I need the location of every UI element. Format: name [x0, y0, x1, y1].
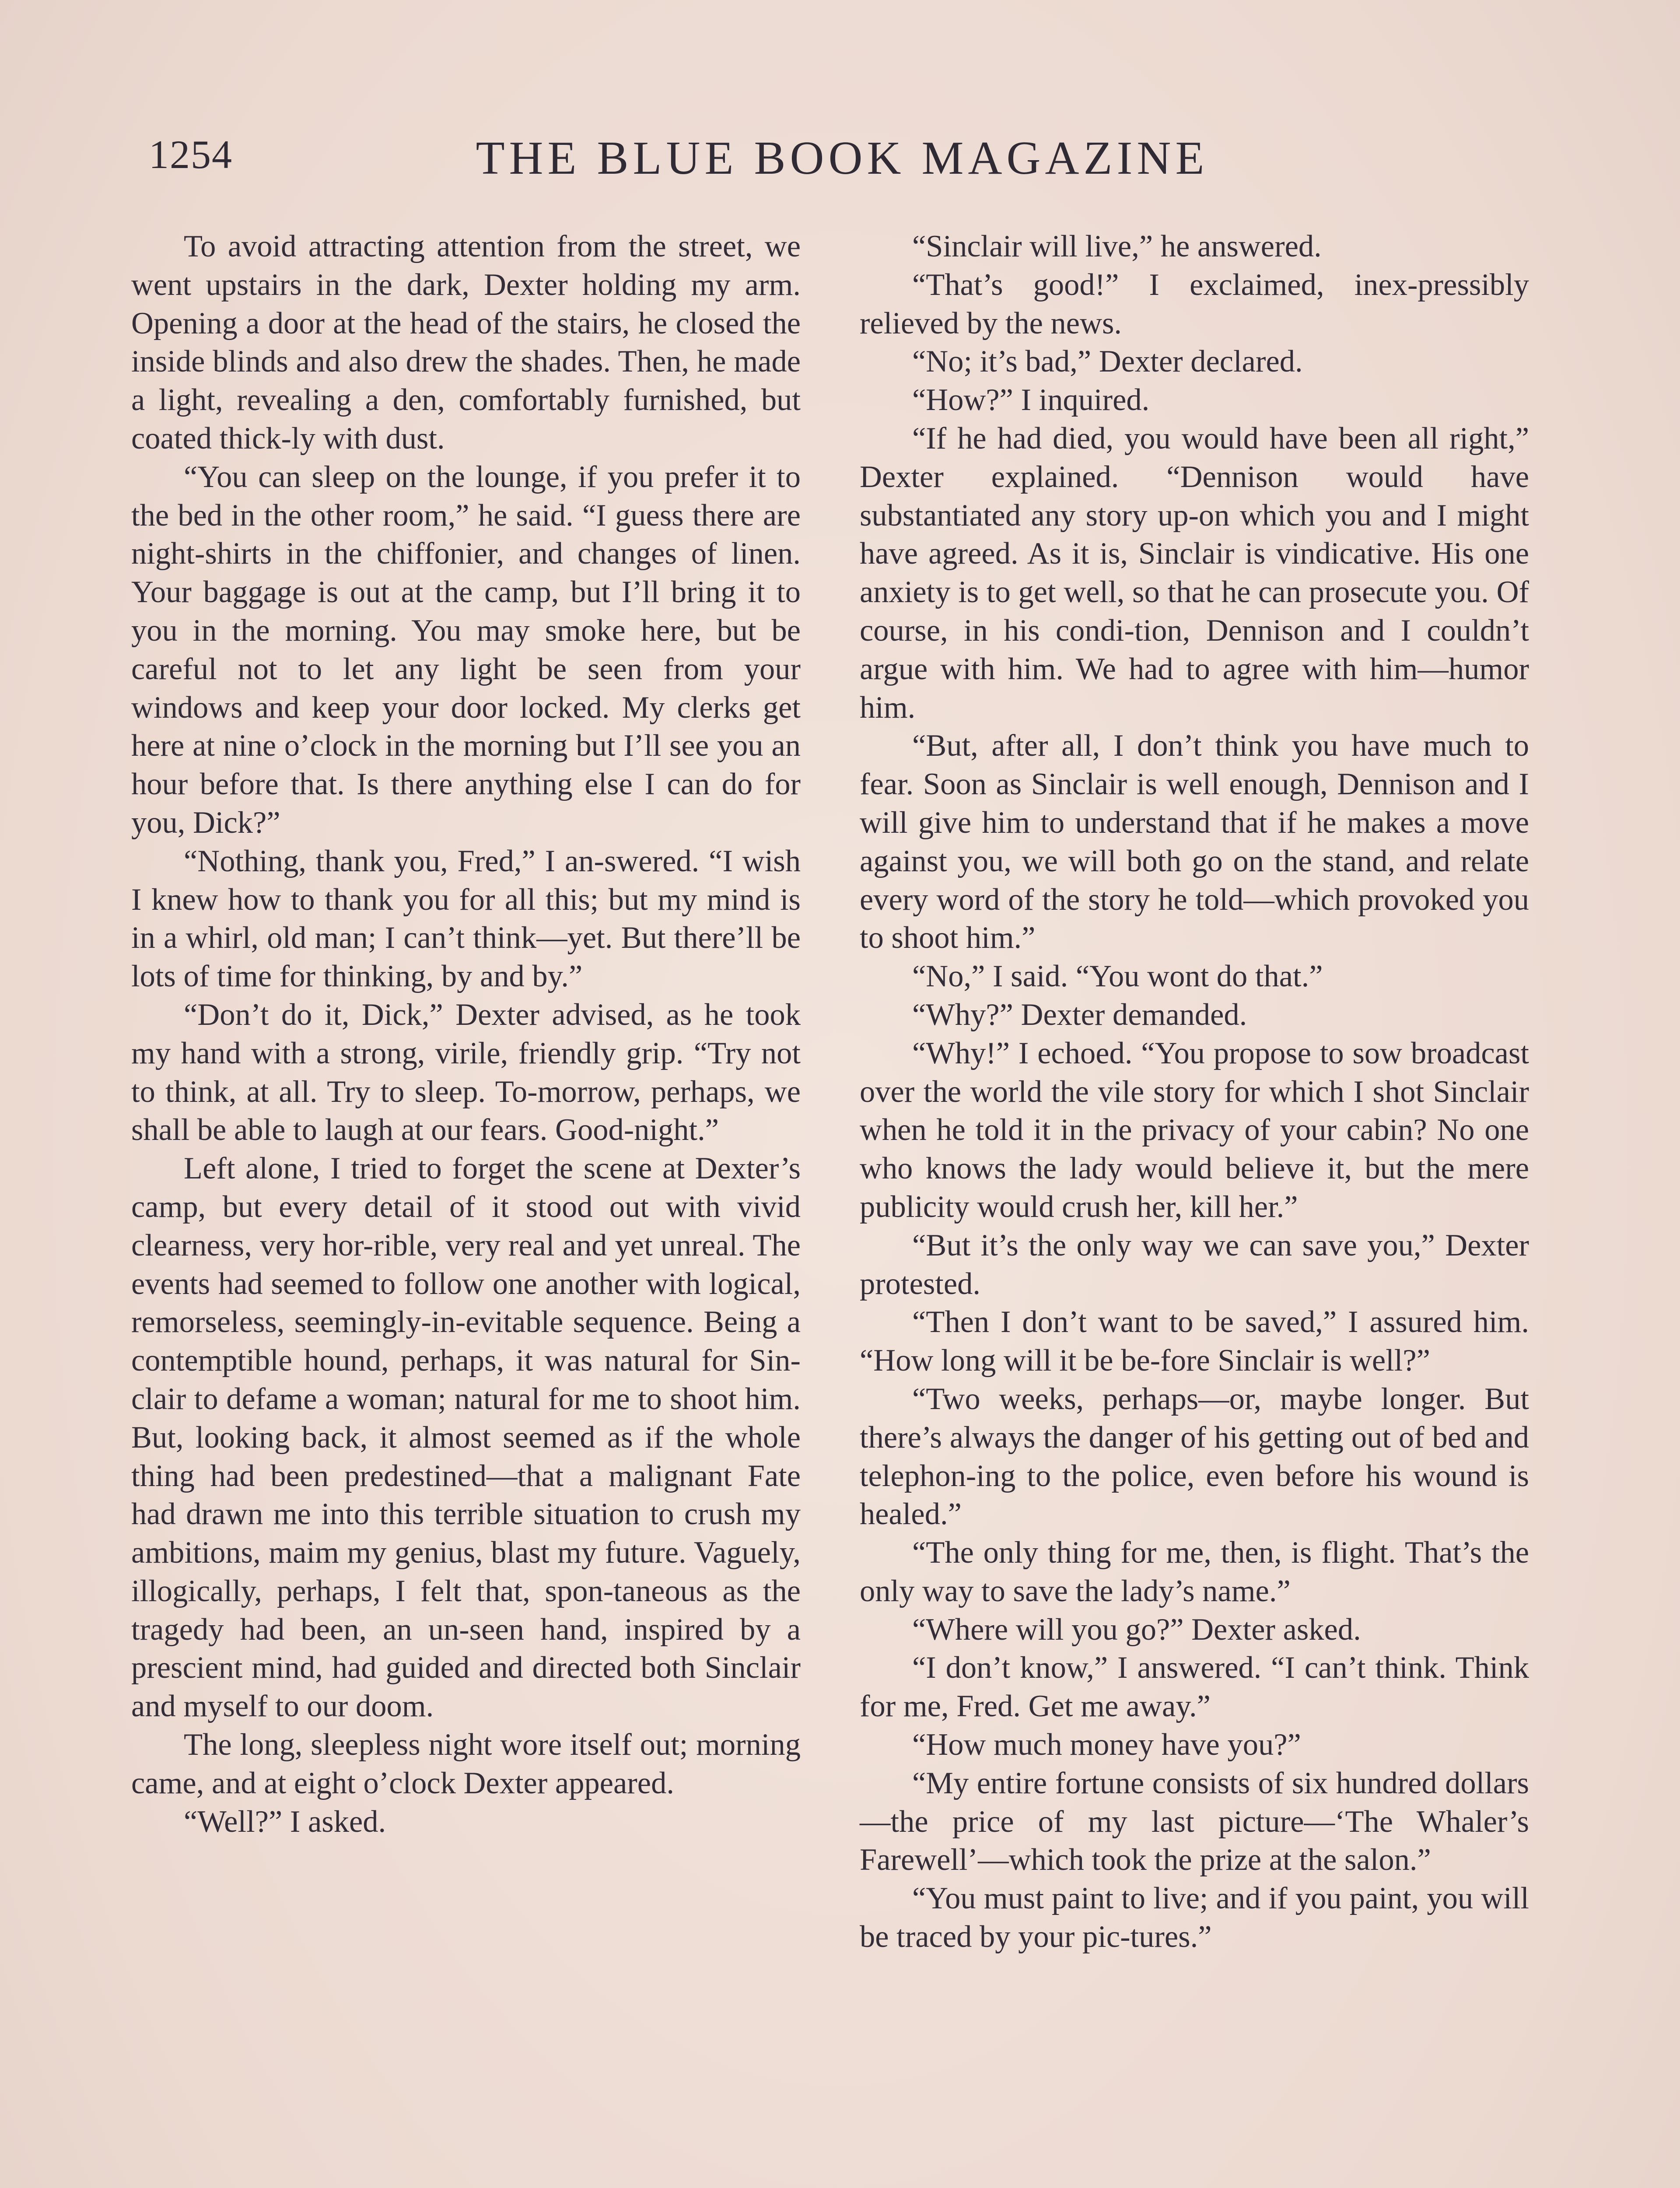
paragraph: “No,” I said. “You wont do that.” [912, 959, 1323, 994]
page-header [149, 131, 1536, 188]
paragraph: “If he had died, you would have been all right,” Dexter explained. “Dennison would have substantiated any story up-on which you and I might have agreed. As it is, Sinclair is vindicative. His one anxiety is to get well, so that he can prosecute you. Of course, in his condi-tion, Dennison and I couldn’t argue with him. We had to agree with him—humor him. [860, 421, 1529, 725]
paragraph: “You can sleep on the lounge, if you prefer it to the bed in the other room,” he said. “I guess there are night-shirts in the chiffonier, and changes of linen. Your baggage is out at the camp, but I’ll bring it to you in the morning. You may smoke here, but be careful not to let any light be seen from your windows and keep your door locked. My clerks get here at nine o’clock in the morning but I’ll see you an hour before that. Is there anything else I can do for you, Dick?” [131, 459, 801, 840]
paragraph: “Where will you go?” Dexter asked. [912, 1612, 1361, 1647]
paragraph: “Then I don’t want to be saved,” I assured him. “How long will it be be-fore Sinclair is well?” [860, 1305, 1529, 1378]
page-number: 1254 [149, 132, 233, 177]
paragraph: “Nothing, thank you, Fred,” I an-swered. “I wish I knew how to thank you for all this; but my mind is in a whirl, old man; I can’t think—yet. But there’ll be lots of time for thinking, by and by.” [131, 844, 801, 994]
paragraph: To avoid attracting attention from the street, we went upstairs in the dark, Dexter holding my arm. Opening a door at the head of the stairs, he closed the inside blinds and also drew the shades. Then, he made a light, revealing a den, comfortably furnished, but coated thick-ly with dust. [131, 229, 801, 456]
paragraph: The long, sleepless night wore itself out; morning came, and at eight o’clock Dexter appeared. [131, 1728, 801, 1800]
paragraph: “Don’t do it, Dick,” Dexter advised, as he took my hand with a strong, virile, friendly grip. “Try not to think, at all. Try to sleep. To-morrow, perhaps, we shall be able to laugh at our fears. Good-night.” [131, 997, 801, 1147]
paragraph: “How much money have you?” [912, 1728, 1301, 1762]
paragraph: “Two weeks, perhaps—or, maybe longer. But there’s always the danger of his getting out of bed and telephon-ing to the police, even before his wound is healed.” [860, 1382, 1529, 1532]
paragraph: “Why!” I echoed. “You propose to sow broadcast over the world the vile story for which I shot Sinclair when he told it in the privacy of your cabin? No one who knows the lady would believe it, but the mere publicity would crush her, kill her.” [860, 1036, 1529, 1224]
paragraph: “How?” I inquired. [912, 383, 1150, 417]
paragraph: “Well?” I asked. [184, 1804, 386, 1839]
paragraph: “You must paint to live; and if you paint, you will be traced by your pic-tures.” [860, 1881, 1529, 1954]
paragraph: “But it’s the only way we can save you,” Dexter protested. [860, 1228, 1529, 1301]
paragraph: “No; it’s bad,” Dexter declared. [912, 344, 1303, 379]
magazine-title: THE BLUE BOOK MAGAZINE [476, 132, 1209, 184]
paragraph: “Sinclair will live,” he answered. [912, 229, 1322, 263]
paragraph: “I don’t know,” I answered. “I can’t think. Think for me, Fred. Get me away.” [860, 1651, 1529, 1724]
paragraph: “The only thing for me, then, is flight. That’s the only way to save the lady’s name.” [860, 1536, 1529, 1608]
paragraph: “My entire fortune consists of six hundred dollars—the price of my last picture—‘The Whaler’s Farewell’—which took the prize at the salon.” [860, 1766, 1529, 1877]
paragraph: “That’s good!” I exclaimed, inex-pressibly relieved by the news. [860, 267, 1529, 340]
paragraph: “Why?” Dexter demanded. [912, 997, 1247, 1032]
right-column [860, 228, 1529, 1957]
left-column [131, 228, 801, 1841]
paragraph: “But, after all, I don’t think you have much to fear. Soon as Sinclair is well enough, Dennison and I will give him to understand that if he makes a move against you, we will both go on the stand, and relate every word of the story he told—which provoked you to shoot him.” [860, 729, 1529, 955]
paragraph: Left alone, I tried to forget the scene at Dexter’s camp, but every detail of it stood out with vivid clearness, very hor-rible, very real and yet unreal. The events had seemed to follow one another with logical, remorseless, seemingly-in-evitable sequence. Being a contemptible hound, perhaps, it was natural for Sin-clair to defame a woman; natural for me to shoot him. But, looking back, it almost seemed as if the whole thing had been predestined—that a malignant Fate had drawn me into this terrible situation to crush my ambitions, maim my genius, blast my future. Vaguely, illogically, perhaps, I felt that, spon-taneous as the tragedy had been, an un-seen hand, inspired by a prescient mind, had guided and directed both Sinclair and myself to our doom. [131, 1151, 801, 1724]
